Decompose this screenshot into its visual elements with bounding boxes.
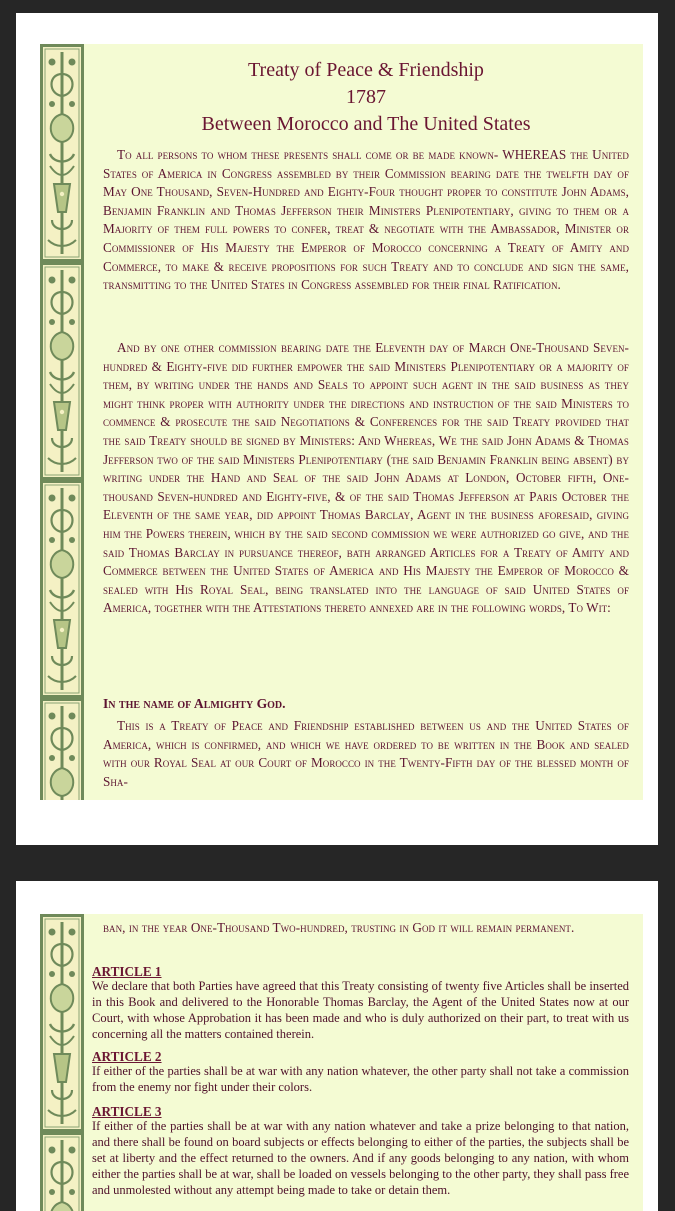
paragraph-commission: And by one other commission bearing date the Eleventh day of March One-Thousand Seven-hundred & Eighty-five did further empower the said Ministers Plenipotentiary or a majority of them, by writing under the hands and Seals to appoint such agent in the said business as they might think proper with authority under the directions and instruction of the said Ministers to commence & prosecute the said Negotiations & Conferences for the said Treaty provided that the said Treaty should be signed by Ministers: And Whereas, We the said John Adams & Thomas Jefferson two of the said Ministers Plenipotentiary (the said Benjamin Franklin being absent) by writing under the Hand and Seal of the said John Adams at London, October fifth, One-thousand Seven-hundred and Eighty-five, & of the said Thomas Jefferson at Paris October the Eleventh of the same year, did appoint Thomas Barclay, Agent in the business aforesaid, giving him the Powers therein, which by the said second commission we were authorized go give, and the said Thomas Barclay in pursuance thereof, bath arranged Articles for a Treaty of Amity and Commerce between the United States of America and His Majesty the Emperor of Morocco & sealed with His Royal Seal, being translated into the language of said United States of America, together with the Attestations thereto annexed are in the following words, To Wit:: [103, 340, 629, 616]
article-text: We declare that both Parties have agreed that this Treaty consisting of twenty five Articles shall be inserted in this Book and delivered to the Honorable Thomas Barclay, the Agent of the United States now at our Court, with whose Approbation it has been made and who is duly authorized on their part, to treat with us concerning all the matters contained therein.: [92, 979, 629, 1041]
article-heading: ARTICLE 2: [92, 1049, 162, 1064]
heading-almighty-god: In the name of Almighty God.: [103, 696, 286, 711]
paragraph-treaty-intro-continued: ban, in the year One-Thousand Two-hundred, trusting in God it will remain permanent.: [103, 920, 575, 935]
document-page-2: [16, 881, 658, 1211]
article-3: [92, 1104, 629, 1199]
article-heading: ARTICLE 3: [92, 1104, 162, 1119]
treaty-panel-continued: [40, 914, 643, 1211]
paragraph-preamble: To all persons to whom these presents shall come or be made known- WHEREAS the United States of America in Congress assembled by their Commission bearing date the twelfth day of May One Thousand, Seven-Hundred and Eighty-Four thought proper to constitute John Adams, Benjamin Franklin and Thomas Jefferson their Ministers Plenipotentiary, giving to them or a Majority of them full powers to confer, treat & negotiate with the Ambassador, Minister or Commissioner of His Majesty the Emperor of Morocco concerning a Treaty of Amity and Commerce, to make & receive propositions for such Treaty and to conclude and sign the same, transmitting to the United States in Congress assembled for their final Ratification.: [103, 147, 629, 293]
paragraph-treaty-intro: This is a Treaty of Peace and Friendship established between us and the United States of America, which is confirmed, and which we have ordered to be written in the Book and sealed with our Royal Seal at our Court of Morocco in the Twenty-Fifth day of the blessed month of Sha-: [103, 718, 629, 789]
document-page-1: [16, 13, 658, 845]
ornamental-border-icon: [40, 44, 84, 800]
ornamental-border-icon: [40, 914, 84, 1211]
treaty-panel: [40, 44, 643, 800]
article-2: [92, 1049, 629, 1096]
document-title: [103, 57, 629, 138]
article-text: If either of the parties shall be at war with any nation whatever, the other party shall not take a commission from the enemy nor fight under their colors.: [92, 1064, 629, 1094]
article-text: If either of the parties shall be at war with any nation whatever and take a prize belonging to that nation, and there shall be found on board subjects or effects belonging to either of the parties, the subjects shall be set at liberty and the effect returned to the owners. And if any goods belonging to any nation, with whom either the parties shall be at war, shall be loaded on vessels belonging to the other party, they shall pass free and unmolested without any attempt being made to take or detain them.: [92, 1119, 629, 1197]
article-heading: ARTICLE 1: [92, 964, 162, 979]
title-line-3: Between Morocco and The United States: [201, 113, 531, 135]
article-1: [92, 964, 629, 1043]
title-line-1: Treaty of Peace & Friendship: [248, 59, 484, 81]
title-line-2: 1787: [346, 86, 386, 108]
